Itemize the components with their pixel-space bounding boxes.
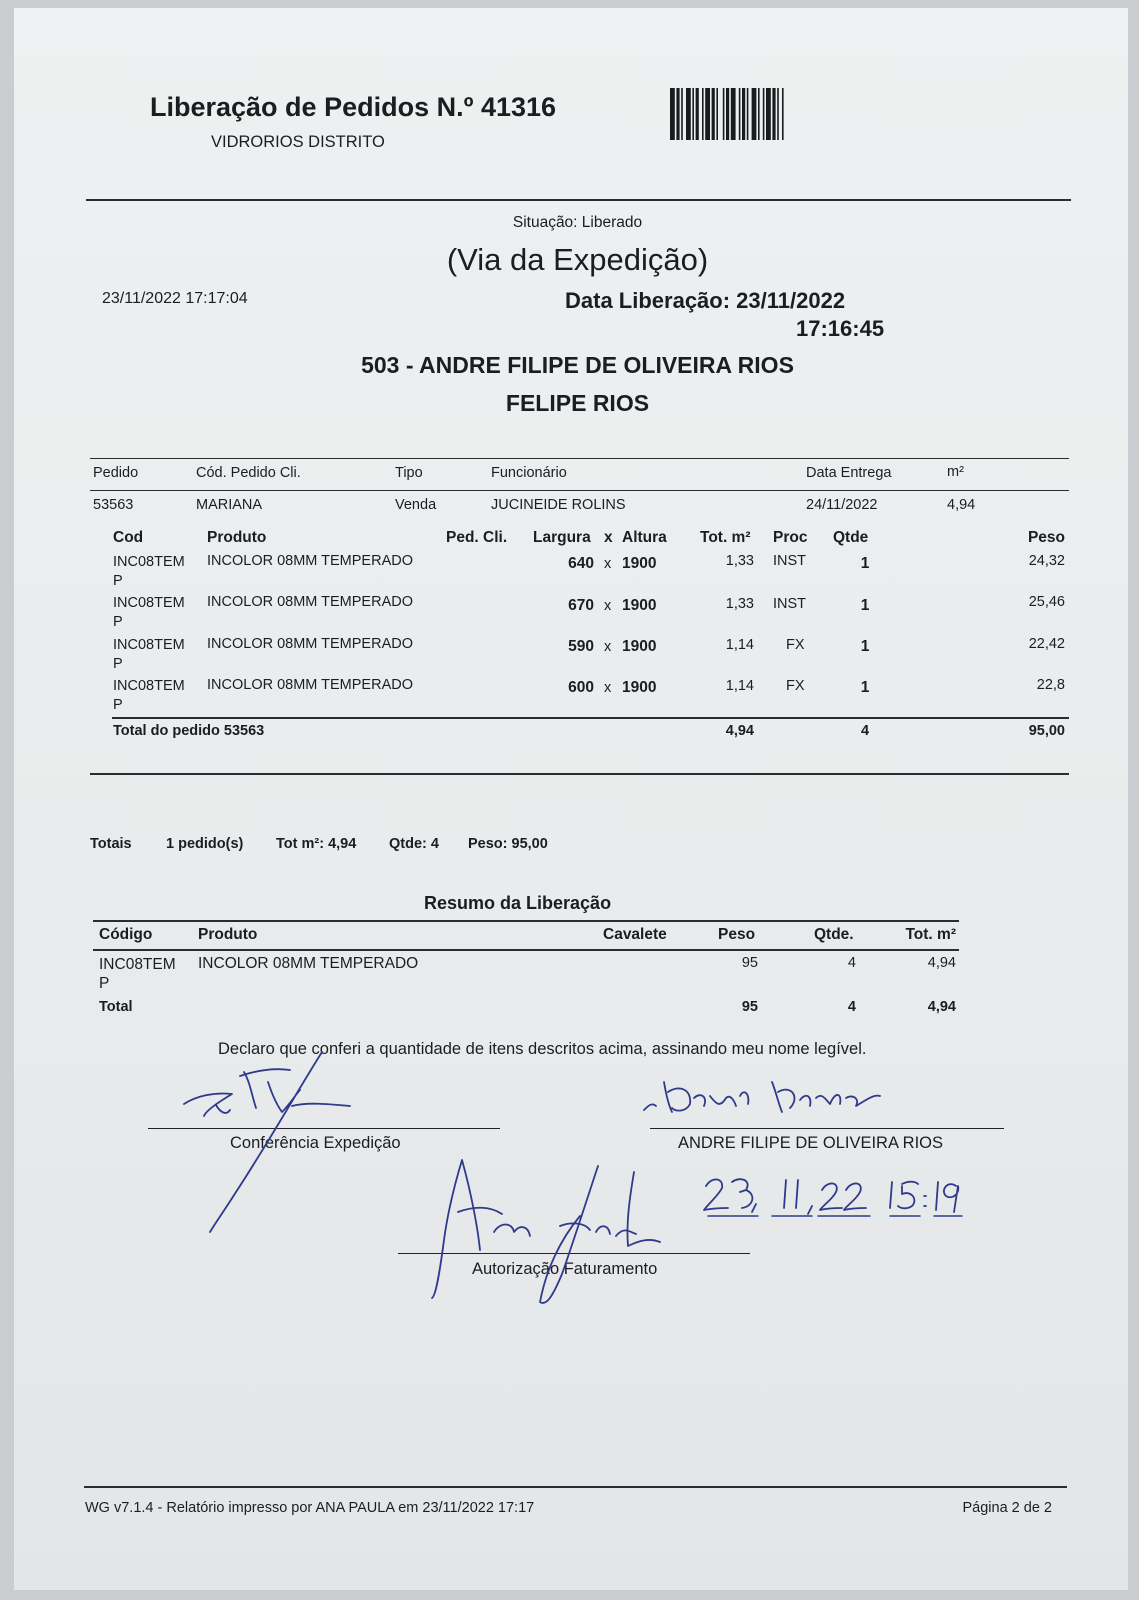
- resumo-tot-m2: 4,94: [927, 955, 956, 971]
- resumo-peso: 95: [741, 955, 758, 971]
- item-cod: INC08TEMP: [113, 554, 185, 589]
- item-qtde: 1: [860, 597, 870, 614]
- col-tot-m2: Tot. m²: [905, 926, 956, 943]
- item-produto: INCOLOR 08MM TEMPERADO: [207, 594, 413, 610]
- totals-m2: Tot m²: 4,94: [276, 836, 357, 852]
- totals-qtde: Qtde: 4: [389, 836, 439, 852]
- item-peso: 22,42: [1028, 636, 1065, 652]
- item-largura: 670: [568, 597, 594, 614]
- totals-label: Totais: [90, 836, 132, 852]
- signature-label-conferencia: Conferência Expedição: [230, 1134, 401, 1152]
- item-produto: INCOLOR 08MM TEMPERADO: [207, 553, 413, 569]
- item-peso: 24,32: [1028, 553, 1065, 569]
- col-peso: Peso: [1027, 529, 1065, 546]
- resumo-total-m2: 4,94: [927, 999, 956, 1015]
- item-peso: 25,46: [1028, 594, 1065, 610]
- col-produto: Produto: [207, 529, 267, 546]
- item-proc: INST: [773, 596, 807, 612]
- signature-conferencia-ink: [184, 1052, 350, 1232]
- order-total-m2: 4,94: [725, 723, 754, 739]
- item-proc: INST: [773, 553, 807, 569]
- item-altura: 1900: [622, 679, 657, 696]
- item-cod: INC08TEMP: [113, 678, 185, 713]
- col-peso: Peso: [718, 926, 756, 943]
- item-largura: 640: [568, 555, 594, 572]
- document-title: Liberação de Pedidos N.º 41316: [150, 92, 557, 122]
- signature-autorizacao-ink: [432, 1160, 660, 1303]
- footer-divider: [84, 1486, 1067, 1488]
- col-tipo: Tipo: [395, 465, 423, 481]
- col-pedido: Pedido: [93, 465, 139, 481]
- order-total-qtde: 4: [860, 723, 870, 739]
- col-ped-cli: Ped. Cli.: [446, 529, 508, 546]
- tipo-value: Venda: [395, 497, 437, 513]
- item-altura: 1900: [622, 555, 657, 572]
- print-datetime: 23/11/2022 17:17:04: [102, 290, 248, 307]
- item-proc: FX: [786, 678, 805, 694]
- client-nickname: FELIPE RIOS: [505, 390, 650, 416]
- col-cavalete: Cavalete: [603, 926, 667, 943]
- declaration-text: Declaro que conferi a quantidade de itens descritos acima, assinando meu nome legível.: [218, 1040, 867, 1058]
- handwritten-date-ink: [704, 1179, 958, 1214]
- col-funcionario: Funcionário: [491, 465, 567, 481]
- col-cod-cli: Cód. Pedido Cli.: [196, 465, 301, 481]
- item-tot-m2: 1,14: [725, 637, 754, 653]
- signature-label-cliente: ANDRE FILIPE DE OLIVEIRA RIOS: [678, 1134, 943, 1152]
- status-text: Situação: Liberado: [512, 214, 643, 231]
- col-m2: m²: [947, 464, 964, 480]
- item-largura: 590: [568, 638, 594, 655]
- resumo-total-qtde: 4: [847, 999, 856, 1015]
- item-proc: FX: [786, 637, 805, 653]
- col-cod: Cod: [113, 529, 144, 546]
- data-entrega-value: 24/11/2022: [806, 497, 878, 513]
- order-total-label: Total do pedido 53563: [113, 723, 265, 739]
- item-x: x: [604, 598, 612, 614]
- col-altura: Altura: [622, 529, 667, 546]
- col-data-entrega: Data Entrega: [806, 465, 892, 481]
- item-altura: 1900: [622, 597, 657, 614]
- item-x: x: [604, 556, 612, 572]
- item-x: x: [604, 680, 612, 696]
- col-largura: Largura: [533, 529, 591, 546]
- item-x: x: [604, 639, 612, 655]
- client-name: 503 - ANDRE FILIPE DE OLIVEIRA RIOS: [361, 352, 794, 378]
- footer-printed-by: WG v7.1.4 - Relatório impresso por ANA PAULA em 23/11/2022 17:17: [85, 1500, 535, 1516]
- item-qtde: 1: [860, 679, 870, 696]
- signature-label-autorizacao: Autorização Faturamento: [472, 1260, 658, 1278]
- col-codigo: Código: [99, 926, 153, 943]
- item-tot-m2: 1,33: [725, 553, 754, 569]
- item-altura: 1900: [622, 638, 657, 655]
- item-qtde: 1: [860, 555, 870, 572]
- resumo-total-label: Total: [99, 999, 133, 1015]
- resumo-title: Resumo da Liberação: [424, 893, 612, 913]
- resumo-qtde: 4: [847, 955, 856, 971]
- col-qtde: Qtde: [833, 529, 869, 546]
- item-tot-m2: 1,33: [725, 596, 754, 612]
- totals-peso: Peso: 95,00: [468, 836, 548, 852]
- footer-page-number: Página 2 de 2: [962, 1500, 1052, 1516]
- item-largura: 600: [568, 679, 594, 696]
- signature-cliente-ink: [644, 1082, 880, 1112]
- cod-cli-value: MARIANA: [196, 497, 263, 513]
- company-name: VIDRORIOS DISTRITO: [211, 133, 385, 151]
- item-produto: INCOLOR 08MM TEMPERADO: [207, 677, 413, 693]
- funcionario-value: JUCINEIDE ROLINS: [491, 497, 626, 513]
- col-x: x: [604, 529, 613, 546]
- item-peso: 22,8: [1036, 677, 1065, 693]
- col-proc: Proc: [773, 529, 808, 546]
- resumo-total-peso: 95: [741, 999, 758, 1015]
- via-title: (Via da Expedição): [446, 242, 709, 277]
- item-produto: INCOLOR 08MM TEMPERADO: [207, 636, 413, 652]
- release-time: 17:16:45: [796, 316, 885, 341]
- resumo-codigo: INC08TEMP: [99, 956, 176, 992]
- m2-value: 4,94: [947, 497, 976, 513]
- pedido-value: 53563: [93, 497, 134, 513]
- col-qtde: Qtde.: [814, 926, 854, 943]
- col-tot-m2: Tot. m²: [700, 529, 751, 546]
- order-total-peso: 95,00: [1028, 723, 1065, 739]
- totals-pedidos: 1 pedido(s): [166, 836, 244, 852]
- item-cod: INC08TEMP: [113, 637, 185, 672]
- item-qtde: 1: [860, 638, 870, 655]
- resumo-produto: INCOLOR 08MM TEMPERADO: [198, 955, 419, 972]
- col-produto: Produto: [198, 926, 258, 943]
- item-tot-m2: 1,14: [725, 678, 754, 694]
- item-cod: INC08TEMP: [113, 595, 185, 630]
- release-date: Data Liberação: 23/11/2022: [565, 288, 846, 313]
